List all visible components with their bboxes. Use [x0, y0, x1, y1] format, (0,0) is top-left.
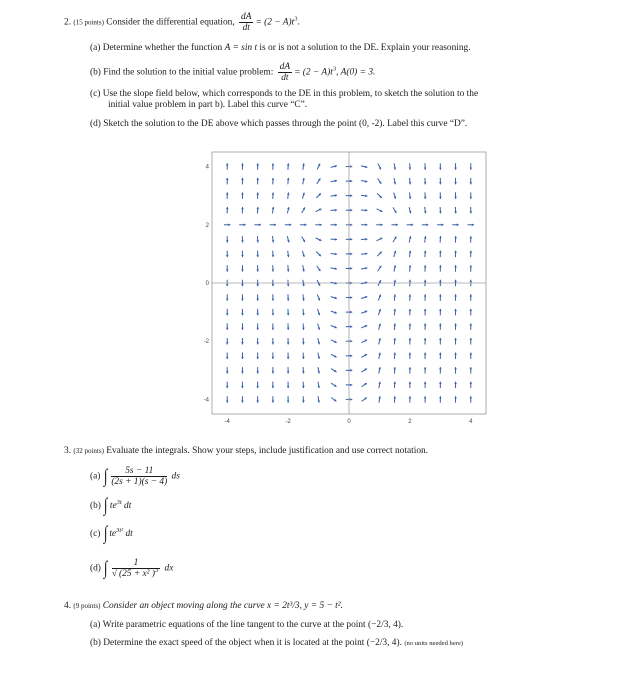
slope-arrow [378, 396, 381, 402]
slope-arrow [394, 163, 397, 169]
slope-arrow [226, 192, 229, 198]
slope-arrow [378, 178, 382, 183]
slope-arrow [331, 194, 337, 197]
slope-arrow [439, 353, 442, 359]
slope-arrow [361, 209, 367, 212]
problem-4b: (b) Determine the exact speed of the object when it is located at the point (−2/3, 4). (no units needed here) [90, 638, 464, 648]
problem-3d: (d) ∫ $\frac{1}{√ (25 + x^2 )^3}$ dx [90, 557, 174, 579]
slope-arrow [361, 267, 367, 270]
slope-arrow [378, 367, 381, 373]
problem-3-header [64, 445, 428, 457]
slope-arrow [256, 353, 259, 359]
slope-arrow [331, 311, 337, 314]
problem-3-number: 3. [64, 446, 72, 456]
slope-arrow [424, 207, 427, 213]
slope-arrow [409, 353, 412, 359]
slope-arrow [256, 207, 259, 213]
slope-arrow [331, 267, 337, 270]
slope-arrow [409, 382, 412, 388]
slope-arrow [377, 193, 382, 198]
slope-arrow [226, 338, 229, 344]
slope-arrow [226, 236, 229, 242]
slope-arrow [424, 309, 427, 315]
slope-arrow [454, 323, 457, 329]
slope-arrow [439, 323, 442, 329]
y-tick-label: 4 [205, 164, 209, 171]
slope-arrow [272, 192, 275, 198]
slope-arrow [241, 294, 244, 300]
slope-arrow [287, 251, 290, 257]
slope-arrow [241, 251, 244, 257]
slope-arrow [361, 223, 368, 226]
slope-arrow [439, 309, 442, 315]
slope-arrow [439, 265, 442, 271]
slope-arrow [241, 265, 244, 271]
slope-arrow [316, 252, 321, 257]
slope-arrow [378, 295, 381, 301]
slope-arrow [409, 396, 412, 402]
slope-arrow [256, 367, 259, 373]
slope-arrow [272, 265, 275, 271]
slope-arrow [454, 367, 457, 373]
slope-arrow [226, 353, 229, 359]
slope-arrow [287, 207, 290, 213]
slope-arrow [287, 178, 290, 184]
slope-arrow [302, 396, 305, 402]
slope-arrow [439, 178, 442, 184]
slope-arrow [302, 265, 305, 271]
slope-arrow [287, 265, 290, 271]
slope-arrow [256, 192, 259, 198]
slope-arrow [302, 193, 304, 199]
slope-arrow [226, 178, 229, 184]
x-tick-label: 4 [469, 419, 473, 425]
slope-arrow [394, 193, 396, 199]
x-tick-label: -2 [285, 419, 291, 425]
slope-arrow [318, 324, 320, 330]
problem-2a: (a) Determine whether the function A = sin t is or is not a solution to the DE. Explain your reasoning. [90, 43, 471, 53]
slope-arrow [469, 338, 472, 344]
slope-arrow [378, 338, 381, 344]
slope-arrow [439, 294, 442, 300]
problem-4-number: 4. [64, 601, 72, 611]
slope-arrow [454, 265, 457, 271]
slope-arrow [287, 323, 290, 329]
slope-arrow [318, 353, 321, 359]
slope-arrow [454, 396, 457, 402]
slope-arrow [469, 323, 472, 329]
slope-arrow [317, 396, 320, 402]
slope-arrow [424, 396, 427, 402]
slope-arrow [454, 309, 457, 315]
slope-arrow [315, 223, 322, 226]
slope-arrow [361, 311, 367, 314]
slope-arrow [424, 294, 427, 300]
slope-arrow [361, 296, 367, 299]
slope-arrow [241, 323, 244, 329]
problem-3b: (b) ∫ $te^{3t}$ dt [90, 495, 132, 516]
slope-arrow [316, 193, 321, 198]
slope-arrow [409, 207, 412, 213]
slope-arrow [272, 236, 275, 242]
slope-arrow [361, 252, 367, 255]
slope-arrow [424, 236, 427, 242]
slope-arrow [361, 369, 367, 372]
slope-arrow [469, 265, 472, 271]
slope-arrow [361, 195, 367, 198]
slope-arrow [439, 163, 442, 169]
slope-arrow [361, 325, 367, 328]
slope-arrow [393, 207, 396, 213]
slope-arrow [226, 396, 229, 402]
slope-arrow [226, 382, 229, 388]
slope-arrow [331, 209, 337, 212]
slope-arrow [317, 367, 320, 373]
slope-arrow [452, 223, 459, 226]
slope-arrow [424, 323, 427, 329]
problem-4-header [64, 600, 343, 612]
slope-arrow [439, 382, 442, 388]
slope-arrow [241, 396, 244, 402]
slope-arrow [272, 338, 275, 344]
slope-arrow [241, 309, 244, 315]
slope-arrow [287, 294, 290, 300]
slope-arrow [316, 209, 322, 212]
slope-arrow [302, 338, 305, 344]
slope-arrow [454, 353, 457, 359]
slope-arrow [454, 338, 457, 344]
slope-arrow [256, 265, 259, 271]
slope-arrow [272, 294, 275, 300]
slope-arrow [393, 294, 396, 300]
slope-arrow [378, 309, 381, 315]
slope-arrow [470, 207, 473, 213]
integral-sign: ∫ [104, 495, 108, 516]
slope-arrow [409, 338, 412, 344]
slope-arrow [424, 163, 427, 169]
slope-arrow [409, 309, 412, 315]
problem-3a: (a) ∫ $\frac{5s - 11}{(2s + 1)(s - 4)}$ ds [90, 465, 180, 487]
slope-arrow [439, 396, 442, 402]
slope-arrow [256, 236, 259, 242]
problem-2c-line1: (c) Use the slope field below, which corresponds to the DE in this problem, to sketch the solution to the [90, 89, 479, 99]
slope-arrow [437, 223, 444, 226]
slope-arrow [424, 367, 427, 373]
slope-arrow [302, 353, 305, 359]
slope-arrow [302, 163, 305, 169]
slope-arrow [285, 223, 292, 226]
slope-arrow [454, 192, 457, 198]
slope-arrow [241, 207, 244, 213]
slope-arrow [331, 297, 337, 300]
slope-arrow [302, 251, 304, 257]
slope-arrow [272, 207, 275, 213]
slope-arrow [287, 163, 290, 169]
slope-arrow [361, 238, 367, 241]
slope-arrow [287, 236, 290, 242]
slope-arrow [378, 324, 380, 330]
slope-arrow [454, 236, 457, 242]
slope-arrow [287, 353, 290, 359]
x-tick-label: 2 [408, 419, 412, 425]
problem-2b-derivative: $\frac{dA}{dt}$ [279, 62, 291, 83]
slope-arrow [302, 178, 305, 184]
slope-arrow [409, 192, 412, 198]
slope-arrow [317, 295, 320, 301]
slope-arrow [454, 294, 457, 300]
slope-arrow [241, 178, 244, 184]
problem-2-points: (15 points) [73, 18, 104, 27]
slope-arrow [469, 367, 472, 373]
slope-arrow [302, 294, 305, 300]
slope-arrow [393, 323, 396, 329]
slope-arrow [424, 338, 427, 344]
slope-arrow [256, 382, 259, 388]
slope-arrow [393, 309, 396, 315]
slope-arrow [409, 294, 412, 300]
problem-2-number: 2. [64, 17, 72, 28]
slope-arrow [226, 367, 229, 373]
slope-arrow [302, 382, 305, 388]
slope-arrow [226, 309, 229, 315]
slope-arrow [362, 383, 367, 387]
slope-arrow [391, 223, 398, 226]
slope-arrow [409, 367, 412, 373]
slope-arrow [409, 251, 412, 257]
slope-arrow [454, 207, 457, 213]
slope-arrow [287, 382, 290, 388]
slope-arrow [331, 238, 337, 241]
slope-arrow [424, 178, 427, 184]
slope-arrow [241, 367, 244, 373]
slope-arrow [226, 207, 229, 213]
slope-arrow [226, 294, 229, 300]
slope-arrow [469, 396, 472, 402]
integral-sign: ∫ [103, 465, 108, 487]
x-tick-label: -4 [224, 419, 230, 425]
slope-arrow [469, 192, 472, 198]
slope-arrow [317, 266, 321, 271]
slope-arrow [331, 383, 336, 387]
slope-arrow [241, 192, 244, 198]
slope-arrow [256, 309, 259, 315]
slope-arrow [422, 223, 429, 226]
slope-arrow [424, 251, 427, 257]
slope-arrow [378, 164, 381, 170]
slope-arrow [241, 236, 244, 242]
slope-arrow [302, 367, 305, 373]
slope-arrow [316, 238, 322, 241]
slope-arrow [469, 251, 472, 257]
y-tick-label: 2 [205, 222, 209, 229]
y-tick-label: 0 [205, 281, 209, 287]
slope-arrow [393, 382, 396, 388]
slope-arrow [241, 338, 244, 344]
slope-arrow [302, 207, 305, 213]
slope-arrow [470, 236, 473, 242]
slope-arrow [439, 338, 442, 344]
slope-arrow [224, 223, 231, 226]
slope-arrow [331, 253, 337, 256]
slope-arrow [377, 238, 383, 241]
y-tick-label: -2 [203, 339, 209, 346]
slope-arrow [254, 223, 260, 226]
x-tick-label: 0 [347, 419, 351, 425]
slope-arrow [362, 397, 367, 401]
slope-arrow [317, 382, 320, 388]
slope-arrow [331, 165, 337, 168]
slope-arrow [409, 265, 412, 271]
slope-arrow [469, 353, 472, 359]
slope-arrow [287, 338, 290, 344]
slope-arrow [318, 309, 321, 315]
problem-3c: (c) ∫ $te^{3t^2}$ dt [90, 523, 133, 544]
slope-arrow [256, 338, 259, 344]
slope-arrow [272, 178, 275, 184]
slope-arrow [393, 353, 396, 359]
slope-arrow [361, 354, 367, 357]
slope-arrow [272, 309, 275, 315]
slope-arrow [469, 178, 472, 184]
slope-arrow [270, 223, 277, 226]
slope-arrow [287, 396, 290, 402]
slope-arrow [469, 163, 472, 169]
slope-arrow [409, 163, 412, 169]
slope-arrow [272, 367, 275, 373]
slope-arrow [454, 163, 457, 169]
slope-arrow [241, 382, 244, 388]
slope-arrow [256, 251, 259, 257]
slope-arrow [409, 236, 412, 242]
problem-4a: (a) Write parametric equations of the line tangent to the curve at the point (−2/3, 4). [90, 620, 404, 630]
slope-arrow [469, 294, 472, 300]
slope-arrow [469, 382, 472, 388]
slope-arrow [272, 323, 275, 329]
slope-arrow [331, 223, 338, 226]
slope-arrow [331, 397, 336, 401]
slope-arrow [439, 367, 442, 373]
problem-4-points: (9 points) [73, 602, 101, 610]
slope-arrow [454, 251, 457, 257]
slope-arrow [272, 251, 275, 257]
problem-3-points: (32 points) [73, 447, 104, 455]
problem-2-intro: Consider the differential equation, [106, 17, 235, 28]
slope-arrow [226, 265, 229, 271]
slope-arrow [256, 323, 259, 329]
slope-arrow [317, 178, 321, 183]
slope-arrow [469, 309, 472, 315]
slope-arrow [377, 252, 382, 257]
slope-arrow [226, 251, 229, 257]
slope-arrow [393, 367, 396, 373]
slope-arrow [256, 396, 259, 402]
slope-arrow [302, 309, 305, 315]
slope-arrow [331, 325, 337, 328]
slope-arrow [256, 163, 259, 169]
problem-2d: (d) Sketch the solution to the DE above which passes through the point (0, -2). Label this curve “D”. [90, 119, 468, 129]
slope-arrow [394, 178, 397, 184]
slope-arrow [454, 178, 457, 184]
slope-arrow [331, 369, 337, 372]
slope-arrow [331, 340, 337, 343]
slope-arrow [439, 236, 442, 242]
integral-sign: ∫ [104, 557, 108, 579]
slope-arrow [331, 180, 337, 183]
slope-arrow [287, 309, 290, 315]
slope-arrow [287, 367, 290, 373]
problem-3-intro: Evaluate the integrals. Show your steps, include justification and use correct notation. [106, 446, 429, 456]
slope-arrow [393, 338, 396, 344]
slope-arrow [272, 396, 275, 402]
slope-arrow [393, 237, 396, 243]
slope-arrow [241, 353, 244, 359]
problem-4-intro: Consider an object moving along the curve x = 2t³/3, y = 5 − t². [102, 601, 343, 611]
slope-arrow [424, 382, 427, 388]
slope-arrow [376, 223, 383, 226]
slope-arrow [256, 178, 259, 184]
slope-arrow [256, 294, 259, 300]
slope-arrow [454, 382, 457, 388]
slope-arrow [226, 163, 229, 169]
problem-2-header: 2. (15 points) Consider the differential equation, $\frac{dA}{dt}$ = $(2 - A)t^3$. [64, 12, 300, 33]
slope-arrow [272, 353, 275, 359]
slope-arrow [378, 382, 381, 388]
problem-2b: (b) Find the solution to the initial value problem: $\frac{dA}{dt}$ = $(2 - A)t^3$, A(0) = 3. [90, 62, 376, 83]
slope-arrow [394, 265, 397, 271]
slope-arrow [424, 192, 427, 198]
slope-arrow [331, 354, 337, 357]
slope-arrow [439, 192, 442, 198]
y-tick-label: -4 [203, 397, 209, 404]
slope-arrow [424, 353, 427, 359]
slope-arrow [239, 223, 246, 226]
problem-2-derivative: $\frac{dA}{dt}$ [241, 12, 252, 33]
slope-arrow [394, 251, 396, 257]
slope-arrow [318, 338, 321, 344]
slope-arrow [378, 266, 382, 271]
integral-sign: ∫ [103, 523, 108, 544]
slope-arrow [302, 237, 305, 243]
slope-arrow [361, 166, 367, 169]
slope-arrow [377, 209, 383, 212]
slope-arrow [378, 353, 381, 359]
slope-arrow [409, 323, 412, 329]
problem-2c-line2: initial value problem in part b). Label this curve “C”. [108, 100, 308, 110]
slope-arrow [439, 207, 442, 213]
slope-arrow [272, 163, 275, 169]
slope-arrow [226, 323, 229, 329]
slope-arrow [424, 265, 427, 271]
slope-arrow [302, 323, 305, 329]
slope-arrow [241, 163, 244, 169]
slope-arrow [468, 223, 475, 226]
slope-arrow [393, 396, 396, 402]
slope-arrow [317, 164, 320, 170]
slope-arrow [272, 382, 275, 388]
slope-arrow [287, 192, 290, 198]
slope-field-chart [196, 148, 494, 426]
slope-arrow [361, 180, 367, 183]
slope-arrow [439, 251, 442, 257]
slope-arrow [361, 340, 367, 343]
slope-arrow [409, 178, 412, 184]
slope-arrow [407, 223, 414, 226]
problem-2-rhs: = (2 − A)t [255, 17, 295, 28]
slope-arrow [300, 223, 307, 226]
